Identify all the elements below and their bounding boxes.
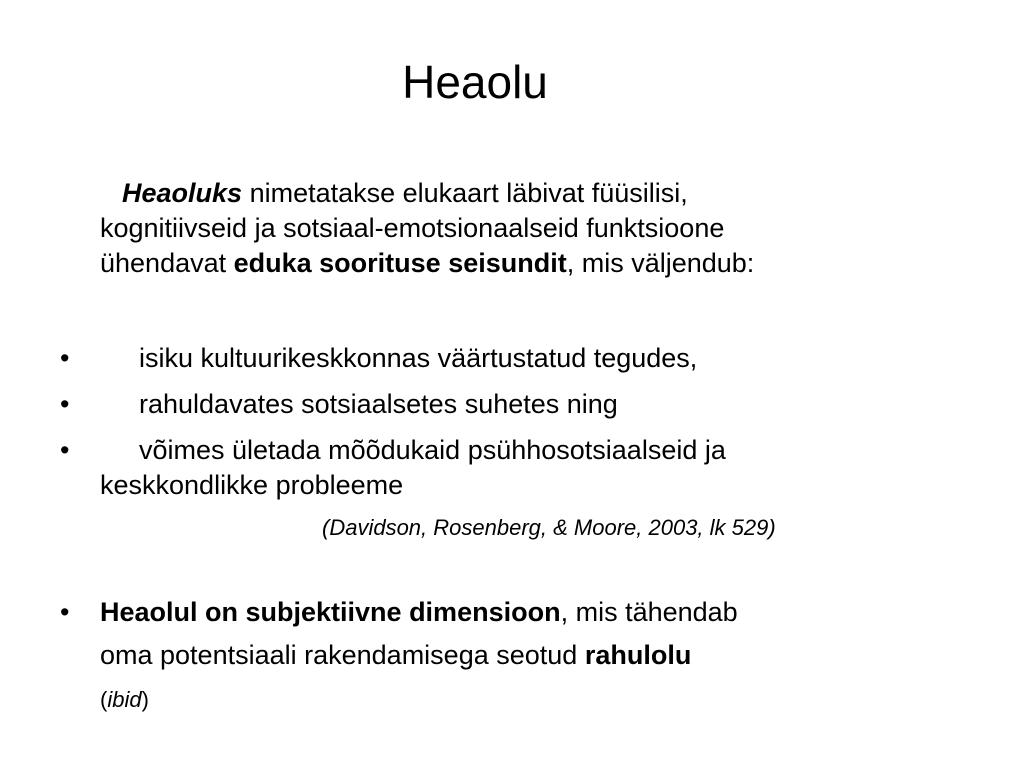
ibid-open: ( (100, 687, 108, 712)
bullet-marker-3: • (60, 435, 70, 465)
slide-title: Heaolu (402, 56, 548, 108)
definition-line-1-text: nimetatakse elukaart läbivat füüsilisi, (242, 178, 688, 208)
definition-line-3 (100, 246, 754, 281)
bullet-marker-2: • (60, 389, 70, 419)
subjective-line-1 (100, 595, 738, 630)
definition-line-3-pre: ühendavat (100, 248, 234, 278)
citation-ibid (100, 685, 149, 715)
ibid-close: ) (141, 687, 149, 712)
subjective-emphasis: Heaolul on subjektiivne dimensioon (100, 597, 561, 627)
definition-line-2: kognitiivseid ja sotsiaal-emotsionaalseid funktsioone (100, 213, 725, 243)
subjective-line-2-pre: oma potentsiaali rakendamisega seotud (100, 640, 585, 670)
satisfaction-emphasis: rahulolu (584, 640, 692, 670)
bullet-item-3-line-2: keskkondlikke probleeme (100, 470, 404, 500)
ibid-text: ibid (107, 687, 142, 712)
citation-davidson: (Davidson, Rosenberg, & Moore, 2003, lk 529) (322, 515, 776, 540)
definition-line-3-post: , mis väljendub: (566, 248, 755, 278)
definition-emphasis: eduka soorituse seisundit (233, 248, 567, 278)
bullet-marker-1: • (60, 343, 70, 373)
bullet-item-1: isiku kultuurikeskkonnas väärtustatud tegudes, (139, 343, 698, 373)
definition-term: Heaoluks (122, 178, 243, 208)
subjective-line-1-rest: , mis tähendab (560, 597, 738, 627)
bullet-marker-4: • (60, 597, 70, 627)
bullet-item-2: rahuldavates sotsiaalsetes suhetes ning (139, 389, 618, 419)
bullet-item-3-line-1: võimes ületada mõõdukaid psühhosotsiaalseid ja (139, 435, 726, 465)
subjective-line-2 (100, 638, 691, 673)
definition-line-1 (100, 176, 688, 211)
